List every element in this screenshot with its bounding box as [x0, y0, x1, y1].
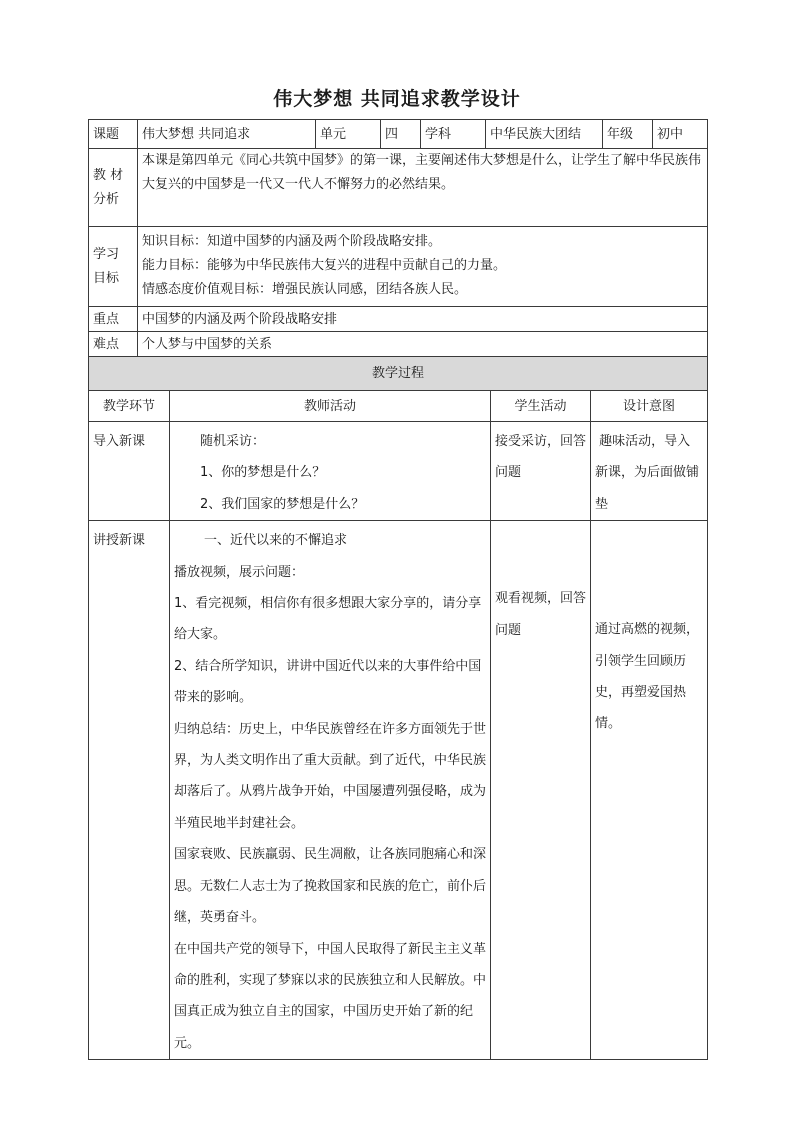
- goals-text: [138, 227, 708, 307]
- info-table: [88, 119, 708, 357]
- topic-label: 课题: [89, 120, 138, 149]
- difficulty-text: 个人梦与中国梦的关系: [138, 332, 708, 357]
- key-point-text: 中国梦的内涵及两个阶段战略安排: [138, 307, 708, 332]
- grade-value: 初中: [653, 120, 708, 149]
- column-header-teacher: 教师活动: [170, 391, 491, 422]
- subject-value: 中华民族大团结: [486, 120, 603, 149]
- teacher-activity-cell: 随机采访： 1、你的梦想是什么？ 2、我们国家的梦想是什么？: [170, 422, 491, 521]
- table-row: [89, 422, 708, 521]
- document-title: 伟大梦想 共同追求教学设计: [273, 88, 521, 110]
- analysis-text: 本课是第四单元《同心共筑中国梦》的第一课，主要阐述伟大梦想是什么，让学生了解中华民族伟大复兴的中国梦是一代又一代人不懈努力的必然结果。: [138, 149, 708, 227]
- unit-label: 单元: [316, 120, 381, 149]
- goals-label: 学习 目标: [89, 227, 138, 307]
- goal-knowledge: 知识目标：知道中国梦的内涵及两个阶段战略安排。: [142, 234, 442, 249]
- topic-value: 伟大梦想 共同追求: [138, 120, 316, 149]
- process-table: [88, 356, 708, 1060]
- stage-cell: 导入新课: [89, 422, 170, 521]
- design-intent-cell: 趣味活动，导入新课，为后面做铺垫: [591, 422, 708, 521]
- column-header-stage: 教学环节: [89, 391, 170, 422]
- grade-label: 年级: [603, 120, 653, 149]
- analysis-label: 教 材 分析: [89, 149, 138, 227]
- teacher-activity-cell: 一、近代以来的不懈追求 播放视频，展示问题： 1、看完视频，相信你有很多想跟大家分享的，请分享给大家。 2、结合所学知识，讲讲中国近代以来的大事件给中国带来的影响。 归纳总结：历史上，中华民族曾经在许多方面领先于世界，为人类文明作出了重大贡献。到了近代，中华民族却落后了。从鸦片战争开始，中国屡遭列强侵略，成为半殖民地半封建社会。 国家衰败、民族羸弱、民生凋敝，让各族同胞痛心和深思。无数仁人志士为了挽救国家和民族的危亡，前仆后继，英勇奋斗。 在中国共产党的领导下，中国人民取得了新民主主义革命的胜利，实现了梦寐以求的民族独立和人民解放。中国真正成为独立自主的国家，中国历史开始了新的纪元。: [170, 521, 491, 1060]
- stage-cell: 讲授新课: [89, 521, 170, 1060]
- unit-value: 四: [381, 120, 421, 149]
- key-point-label: 重点: [89, 307, 138, 332]
- goal-ability: 能力目标：能够为中华民族伟大复兴的进程中贡献自己的力量。: [142, 258, 507, 273]
- student-activity-cell: 观看视频，回答问题: [491, 521, 591, 1060]
- column-header-intent: 设计意图: [591, 391, 708, 422]
- table-row: [89, 521, 708, 1060]
- difficulty-label: 难点: [89, 332, 138, 357]
- column-header-student: 学生活动: [491, 391, 591, 422]
- subject-label: 学科: [421, 120, 486, 149]
- design-intent-cell: 通过高燃的视频，引领学生回顾历史，再塑爱国热情。: [591, 521, 708, 1060]
- student-activity-cell: 接受采访，回答问题: [491, 422, 591, 521]
- goal-attitude: 情感态度价值观目标：增强民族认同感，团结各族人民。: [142, 282, 468, 297]
- process-heading: 教学过程: [89, 357, 708, 391]
